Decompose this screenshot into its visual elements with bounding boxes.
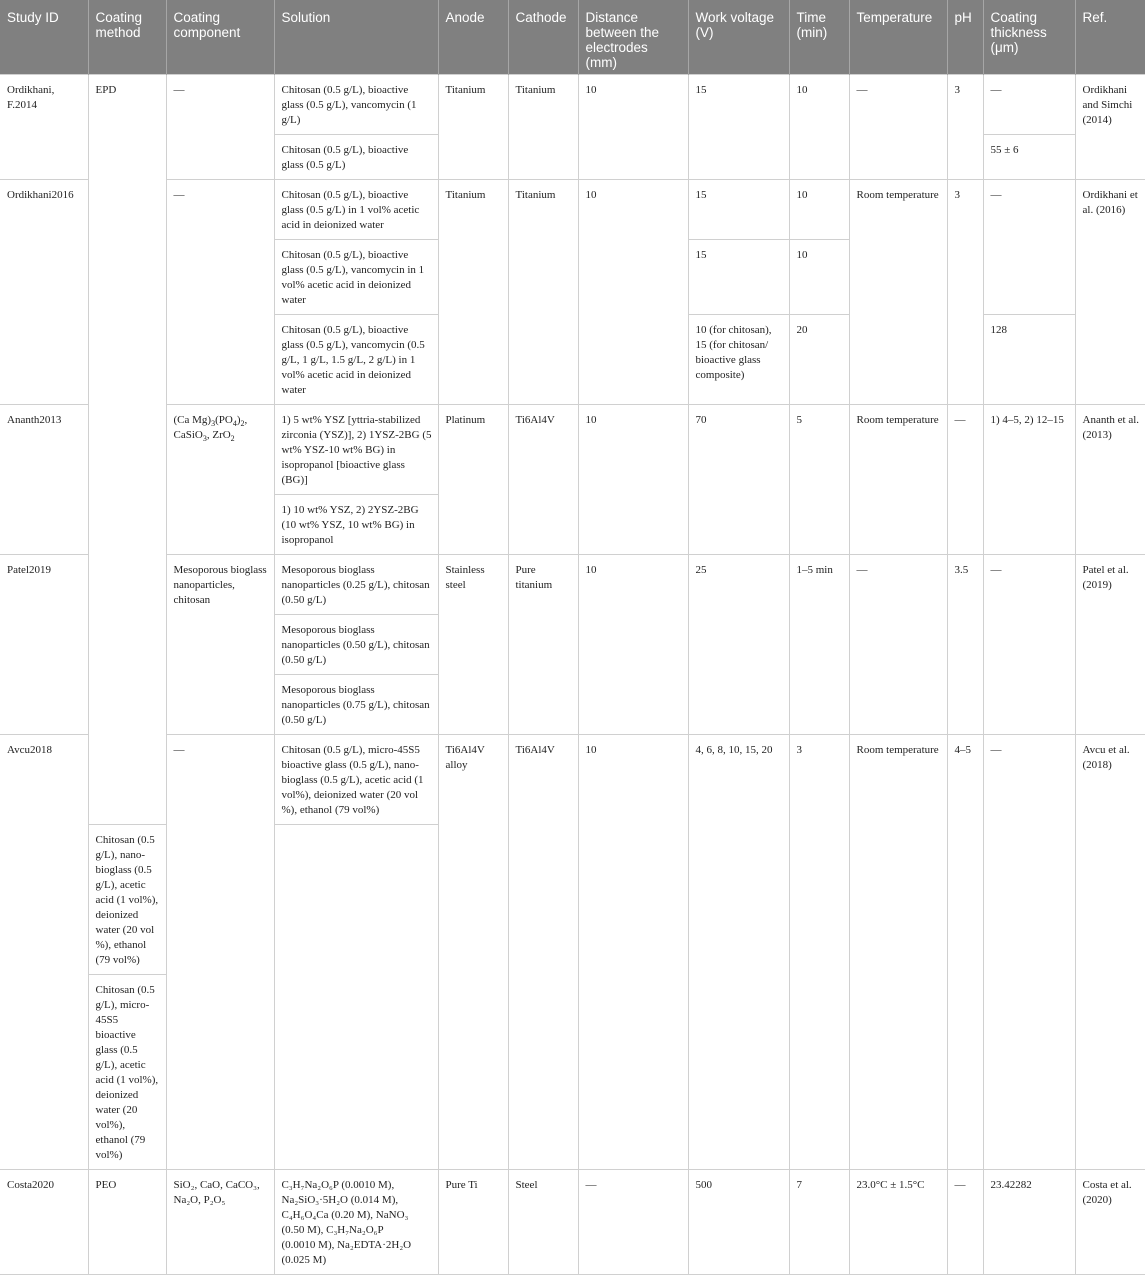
ref-cell: Patel et al. (2019) — [1075, 555, 1145, 735]
solution-cell — [274, 1170, 438, 1275]
voltage-cell: 10 (for chitosan), 15 (for chitosan/ bioactive glass composite) — [688, 315, 789, 405]
study-id-cell: Patel2019 — [0, 555, 88, 735]
coating-component-cell: — — [166, 735, 274, 1170]
anode-cell: Titanium — [438, 75, 508, 180]
header-time: Time (min) — [789, 0, 849, 75]
time-cell: 1–5 min — [789, 555, 849, 735]
solution-line: Na₂SiO₃·5H₂O (0.014 M), — [281, 1194, 399, 1206]
solution-cell: Chitosan (0.5 g/L), bioactive glass (0.5 g/L), vancomycin (0.5 g/L, 1 g/L, 1.5 g/L, 2 g/L) in 1 vol% acetic acid in deionized water — [274, 315, 438, 405]
temperature-cell: 23.0°C ± 1.5°C — [849, 1170, 947, 1275]
voltage-cell: 15 — [688, 180, 789, 240]
cathode-cell: Pure titanium — [508, 555, 578, 735]
anode-cell: Ti6Al4V alloy — [438, 735, 508, 1170]
solution-cell: Mesoporous bioglass nanoparticles (0.50 g/L), chitosan (0.50 g/L) — [274, 615, 438, 675]
ph-cell: 3.5 — [947, 555, 983, 735]
table-row — [0, 555, 1145, 615]
anode-cell: Titanium — [438, 180, 508, 405]
cathode-cell: Steel — [508, 1170, 578, 1275]
distance-cell: 10 — [578, 555, 688, 735]
solution-cell: Chitosan (0.5 g/L), nano-bioglass (0.5 g/L), acetic acid (1 vol%), deionized water (20 vol %), ethanol (79 vol%) — [88, 825, 166, 975]
solution-cell: Chitosan (0.5 g/L), bioactive glass (0.5 g/L), vancomycin (1 g/L) — [274, 75, 438, 135]
solution-line: (0.025 M) — [281, 1254, 327, 1266]
solution-cell: Chitosan (0.5 g/L), bioactive glass (0.5 g/L) in 1 vol% acetic acid in deionized water — [274, 180, 438, 240]
thickness-cell: — — [983, 75, 1075, 135]
voltage-cell: 500 — [688, 1170, 789, 1275]
header-ph: pH — [947, 0, 983, 75]
voltage-cell: 70 — [688, 405, 789, 555]
header-row — [0, 0, 1145, 75]
coating-method-cell: PEO — [88, 1170, 166, 1275]
solution-cell: 1) 5 wt% YSZ [yttria-stabilized zirconia (YSZ)], 2) 1YSZ-2BG (5 wt% YSZ-10 wt% BG) in isopropanol [bioactive glass (BG)] — [274, 405, 438, 495]
solution-cell: Chitosan (0.5 g/L), bioactive glass (0.5 g/L), vancomycin in 1 vol% acetic acid in deionized water — [274, 240, 438, 315]
thickness-cell: 55 ± 6 — [983, 135, 1075, 180]
time-cell: 3 — [789, 735, 849, 1170]
study-id-cell: Ananth2013 — [0, 405, 88, 555]
header-coating-method: Coating method — [88, 0, 166, 75]
anode-cell: Pure Ti — [438, 1170, 508, 1275]
voltage-cell: 25 — [688, 555, 789, 735]
solution-line: C₄H₆O₄Ca (0.20 M), NaNO₃ — [281, 1209, 409, 1221]
time-cell: 5 — [789, 405, 849, 555]
temperature-cell: Room temperature — [849, 180, 947, 405]
thickness-cell: 1) 4–5, 2) 12–15 — [983, 405, 1075, 555]
coating-method-cell: EPD — [88, 75, 166, 825]
header-distance: Distance between the electrodes (mm) — [578, 0, 688, 75]
cathode-cell: Titanium — [508, 75, 578, 180]
temperature-cell: — — [849, 555, 947, 735]
anode-cell: Stainless steel — [438, 555, 508, 735]
solution-cell: Chitosan (0.5 g/L), micro-45S5 bioactive glass (0.5 g/L), acetic acid (1 vol%), deionized water (20 vol%), ethanol (79 vol%) — [88, 975, 166, 1170]
voltage-cell: 4, 6, 8, 10, 15, 20 — [688, 735, 789, 1170]
ref-cell: Ordikhani and Simchi (2014) — [1075, 75, 1145, 180]
ph-cell: 3 — [947, 75, 983, 180]
table-row — [0, 75, 1145, 135]
header-ref: Ref. — [1075, 0, 1145, 75]
thickness-cell: — — [983, 555, 1075, 735]
header-temperature: Temperature — [849, 0, 947, 75]
ph-cell: — — [947, 405, 983, 555]
solution-line: (0.50 M), C₃H₇Na₂O₆P — [281, 1224, 384, 1236]
solution-cell: 1) 10 wt% YSZ, 2) 2YSZ-2BG (10 wt% YSZ, 10 wt% BG) in isopropanol — [274, 495, 438, 555]
thickness-cell: 128 — [983, 315, 1075, 405]
table-row — [0, 180, 1145, 240]
header-coating-thickness: Coating thickness (μm) — [983, 0, 1075, 75]
header-solution: Solution — [274, 0, 438, 75]
anode-cell: Platinum — [438, 405, 508, 555]
thickness-cell: — — [983, 180, 1075, 315]
header-study-id: Study ID — [0, 0, 88, 75]
solution-cell: Chitosan (0.5 g/L), micro-45S5 bioactive glass (0.5 g/L), nano-bioglass (0.5 g/L), acetic acid (1 vol%), deionized water (20 vol %), ethanol (79 vol%) — [274, 735, 438, 825]
ph-cell: 3 — [947, 180, 983, 405]
coating-component-cell: — — [166, 180, 274, 405]
solution-line: (0.0010 M), Na₂EDTA·2H₂O — [281, 1239, 412, 1251]
table-row — [0, 1170, 1145, 1275]
ref-cell: Ananth et al. (2013) — [1075, 405, 1145, 555]
distance-cell: 10 — [578, 735, 688, 1170]
coating-component-cell: SiO₂, CaO, CaCO₃, Na₂O, P₂O₅ — [166, 1170, 274, 1275]
time-cell: 10 — [789, 75, 849, 180]
header-coating-component: Coating component — [166, 0, 274, 75]
header-cathode: Cathode — [508, 0, 578, 75]
cathode-cell: Titanium — [508, 180, 578, 405]
header-anode: Anode — [438, 0, 508, 75]
solution-line: C₃H₇Na₂O₆P (0.0010 M), — [281, 1179, 395, 1191]
study-id-cell: Ordikhani2016 — [0, 180, 88, 405]
time-cell: 7 — [789, 1170, 849, 1275]
distance-cell: — — [578, 1170, 688, 1275]
thickness-cell: — — [983, 735, 1075, 1170]
cathode-cell: Ti6Al4V — [508, 405, 578, 555]
time-cell: 10 — [789, 180, 849, 240]
distance-cell: 10 — [578, 180, 688, 405]
coating-component-cell: Mesoporous bioglass nanoparticles, chitosan — [166, 555, 274, 735]
distance-cell: 10 — [578, 405, 688, 555]
distance-cell: 10 — [578, 75, 688, 180]
solution-cell: Chitosan (0.5 g/L), bioactive glass (0.5 g/L) — [274, 135, 438, 180]
coating-component-cell: — — [166, 75, 274, 180]
cathode-cell: Ti6Al4V — [508, 735, 578, 1170]
temperature-cell: Room temperature — [849, 735, 947, 1170]
ph-cell: — — [947, 1170, 983, 1275]
time-cell: 10 — [789, 240, 849, 315]
ref-cell: Costa et al. (2020) — [1075, 1170, 1145, 1275]
ref-cell: Avcu et al. (2018) — [1075, 735, 1145, 1170]
temperature-cell: — — [849, 75, 947, 180]
thickness-cell: 23.42282 — [983, 1170, 1075, 1275]
table-row — [0, 405, 1145, 495]
ph-cell: 4–5 — [947, 735, 983, 1170]
voltage-cell: 15 — [688, 240, 789, 315]
ref-cell: Ordikhani et al. (2016) — [1075, 180, 1145, 405]
voltage-cell: 15 — [688, 75, 789, 180]
study-id-cell: Avcu2018 — [0, 735, 88, 1170]
temperature-cell: Room temperature — [849, 405, 947, 555]
study-id-cell: Ordikhani, F.2014 — [0, 75, 88, 180]
solution-cell: Mesoporous bioglass nanoparticles (0.75 g/L), chitosan (0.50 g/L) — [274, 675, 438, 735]
solution-cell: Mesoporous bioglass nanoparticles (0.25 g/L), chitosan (0.50 g/L) — [274, 555, 438, 615]
coating-component-cell: (Ca $Mg)_3(PO_4)_2$, CaSiO$_3$, ZrO$_2$ — [166, 405, 274, 555]
header-work-voltage: Work voltage (V) — [688, 0, 789, 75]
time-cell: 20 — [789, 315, 849, 405]
table-row — [0, 735, 1145, 825]
study-id-cell: Costa2020 — [0, 1170, 88, 1275]
